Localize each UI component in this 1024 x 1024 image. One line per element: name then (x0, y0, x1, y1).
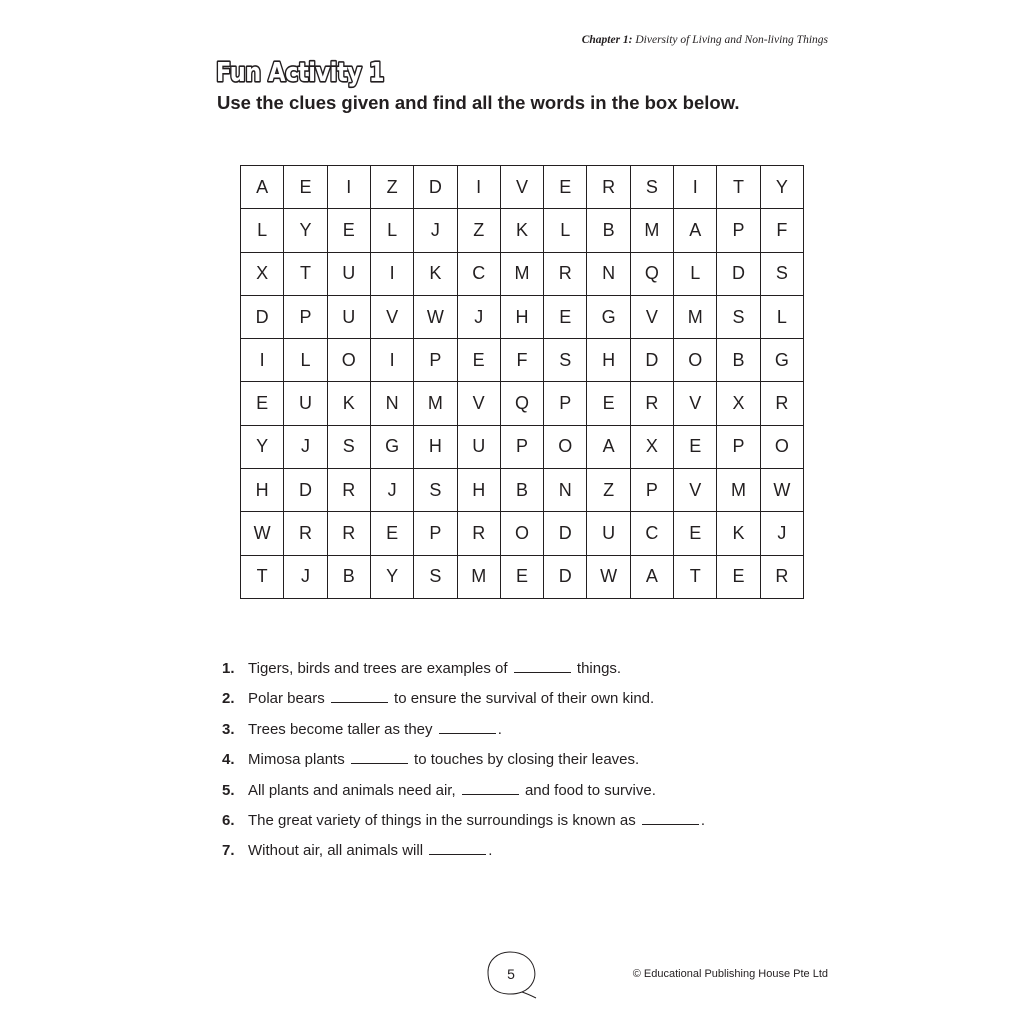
grid-cell: K (328, 382, 371, 425)
clue-item (222, 780, 705, 810)
grid-cell: J (284, 426, 327, 469)
answer-blank[interactable] (462, 793, 519, 795)
clue-text-after: . (488, 842, 493, 860)
clue-text-before: Tigers, birds and trees are examples of (248, 660, 512, 677)
grid-cell: T (284, 253, 327, 296)
clue-list (222, 658, 705, 871)
grid-cell: E (674, 512, 717, 555)
clue-number: 7. (222, 842, 235, 860)
grid-cell: P (631, 469, 674, 512)
clue-number: 1. (222, 660, 235, 677)
grid-cell: O (674, 339, 717, 382)
grid-cell: W (414, 296, 457, 339)
grid-cell: P (414, 339, 457, 382)
grid-cell: C (458, 253, 501, 296)
answer-blank[interactable] (429, 853, 486, 855)
grid-cell: B (587, 209, 630, 252)
clue-text-before: All plants and animals need air, (248, 781, 460, 799)
clue-text-before: Polar bears (248, 690, 329, 708)
grid-cell: T (717, 166, 760, 209)
clue-item (222, 688, 705, 718)
grid-cell: H (587, 339, 630, 382)
grid-cell: O (761, 426, 804, 469)
grid-cell: G (761, 339, 804, 382)
grid-cell: L (674, 253, 717, 296)
grid-cell: E (501, 556, 544, 599)
grid-cell: L (544, 209, 587, 252)
grid-cell: H (414, 426, 457, 469)
grid-cell: Y (371, 556, 414, 599)
grid-cell: E (458, 339, 501, 382)
clue-item (222, 840, 705, 870)
grid-cell: J (284, 556, 327, 599)
grid-cell: V (501, 166, 544, 209)
word-search-grid (240, 165, 804, 599)
answer-blank[interactable] (642, 823, 699, 825)
grid-cell: M (501, 253, 544, 296)
grid-cell: L (761, 296, 804, 339)
grid-cell: S (717, 296, 760, 339)
grid-cell: Q (631, 253, 674, 296)
grid-cell: A (241, 166, 284, 209)
grid-cell: N (371, 382, 414, 425)
chapter-label: Chapter 1: (581, 34, 633, 46)
grid-cell: V (674, 382, 717, 425)
grid-cell: U (328, 296, 371, 339)
grid-cell: O (501, 512, 544, 555)
grid-cell: Y (761, 166, 804, 209)
clue-text-before: Without air, all animals will (248, 842, 428, 860)
clue-text-before: The great variety of things in the surroundings is known as (248, 811, 640, 829)
grid-cell: N (544, 469, 587, 512)
grid-cell: Z (458, 209, 501, 252)
grid-cell: R (284, 512, 327, 555)
clue-item (222, 658, 705, 688)
grid-cell: R (587, 166, 630, 209)
grid-cell: S (544, 339, 587, 382)
grid-cell: S (328, 426, 371, 469)
answer-blank[interactable] (439, 732, 496, 734)
grid-cell: P (501, 426, 544, 469)
grid-cell: H (501, 296, 544, 339)
clue-number: 2. (222, 690, 235, 708)
grid-cell: E (544, 166, 587, 209)
grid-cell: E (544, 296, 587, 339)
grid-cell: H (241, 469, 284, 512)
grid-cell: E (717, 556, 760, 599)
grid-cell: I (674, 166, 717, 209)
clue-item (222, 749, 705, 779)
grid-cell: A (631, 556, 674, 599)
grid-cell: V (674, 469, 717, 512)
grid-cell: D (241, 296, 284, 339)
grid-cell: L (241, 209, 284, 252)
answer-blank[interactable] (331, 701, 388, 703)
grid-cell: X (717, 382, 760, 425)
grid-cell: D (544, 512, 587, 555)
grid-cell: E (241, 382, 284, 425)
grid-cell: U (587, 512, 630, 555)
grid-cell: B (501, 469, 544, 512)
grid-cell: I (371, 339, 414, 382)
grid-cell: W (761, 469, 804, 512)
grid-cell: P (414, 512, 457, 555)
grid-cell: H (458, 469, 501, 512)
grid-cell: W (587, 556, 630, 599)
grid-cell: M (414, 382, 457, 425)
page-number-badge (482, 946, 542, 1000)
grid-cell: W (241, 512, 284, 555)
grid-cell: E (674, 426, 717, 469)
grid-cell: P (717, 426, 760, 469)
grid-cell: D (544, 556, 587, 599)
grid-cell: R (761, 556, 804, 599)
grid-cell: E (328, 209, 371, 252)
grid-cell: R (328, 469, 371, 512)
grid-cell: C (631, 512, 674, 555)
activity-title (214, 50, 394, 90)
grid-cell: R (544, 253, 587, 296)
grid-cell: R (328, 512, 371, 555)
grid-cell: T (241, 556, 284, 599)
grid-cell: G (371, 426, 414, 469)
grid-cell: K (414, 253, 457, 296)
grid-cell: N (587, 253, 630, 296)
grid-cell: Y (241, 426, 284, 469)
grid-cell: U (458, 426, 501, 469)
grid-cell: B (717, 339, 760, 382)
grid-cell: D (284, 469, 327, 512)
copyright-text: © Educational Publishing House Pte Ltd (632, 968, 828, 980)
grid-cell: Z (371, 166, 414, 209)
grid-cell: D (717, 253, 760, 296)
grid-cell: Q (501, 382, 544, 425)
grid-cell: U (284, 382, 327, 425)
grid-cell: M (458, 556, 501, 599)
page-number: 5 (507, 966, 515, 982)
answer-blank[interactable] (351, 762, 408, 764)
grid-cell: F (501, 339, 544, 382)
clue-text-after: to touches by closing their leaves. (409, 751, 640, 769)
grid-cell: E (284, 166, 327, 209)
clue-text-before: Trees become taller as they (248, 720, 437, 738)
clue-number: 4. (222, 751, 235, 769)
activity-title-text: Fun Activity 1 (216, 58, 384, 88)
clue-number: 5. (222, 781, 235, 799)
grid-cell: R (761, 382, 804, 425)
grid-cell: K (717, 512, 760, 555)
grid-cell: U (328, 253, 371, 296)
grid-cell: D (414, 166, 457, 209)
grid-cell: J (371, 469, 414, 512)
grid-cell: X (241, 253, 284, 296)
answer-blank[interactable] (514, 671, 571, 673)
clue-number: 6. (222, 811, 235, 829)
grid-cell: F (761, 209, 804, 252)
grid-cell: V (371, 296, 414, 339)
grid-cell: I (328, 166, 371, 209)
grid-cell: S (761, 253, 804, 296)
clue-text-before: Mimosa plants (248, 751, 349, 769)
grid-cell: O (328, 339, 371, 382)
grid-cell: A (674, 209, 717, 252)
clue-item (222, 719, 705, 749)
clue-item (222, 810, 705, 840)
clue-text-after: things. (572, 660, 622, 677)
instruction-text: Use the clues given and find all the words in the box below. (217, 92, 740, 113)
clue-text-after: . (700, 811, 706, 829)
grid-cell: P (717, 209, 760, 252)
grid-cell: B (328, 556, 371, 599)
grid-cell: M (717, 469, 760, 512)
grid-cell: R (631, 382, 674, 425)
grid-cell: M (674, 296, 717, 339)
grid-cell: P (544, 382, 587, 425)
clue-text-after: to ensure the survival of their own kind. (389, 690, 655, 708)
grid-cell: S (414, 556, 457, 599)
grid-cell: J (761, 512, 804, 555)
grid-cell: T (674, 556, 717, 599)
grid-cell: J (458, 296, 501, 339)
grid-cell: G (587, 296, 630, 339)
grid-cell: P (284, 296, 327, 339)
grid-cell: S (631, 166, 674, 209)
clue-number: 3. (222, 720, 235, 738)
clue-text-after: and food to survive. (520, 781, 656, 799)
grid-cell: X (631, 426, 674, 469)
grid-cell: E (371, 512, 414, 555)
grid-cell: I (371, 253, 414, 296)
grid-cell: Z (587, 469, 630, 512)
grid-cell: M (631, 209, 674, 252)
grid-cell: I (241, 339, 284, 382)
grid-cell: D (631, 339, 674, 382)
grid-cell: V (631, 296, 674, 339)
grid-cell: K (501, 209, 544, 252)
running-header (582, 34, 828, 46)
grid-cell: I (458, 166, 501, 209)
clue-text-after: . (497, 720, 502, 738)
chapter-title: Diversity of Living and Non-living Things (635, 34, 828, 46)
grid-cell: J (414, 209, 457, 252)
grid-cell: E (587, 382, 630, 425)
grid-cell: S (414, 469, 457, 512)
grid-cell: Y (284, 209, 327, 252)
grid-cell: L (284, 339, 327, 382)
grid-cell: V (458, 382, 501, 425)
grid-cell: O (544, 426, 587, 469)
grid-cell: A (587, 426, 630, 469)
grid-cell: R (458, 512, 501, 555)
grid-cell: L (371, 209, 414, 252)
